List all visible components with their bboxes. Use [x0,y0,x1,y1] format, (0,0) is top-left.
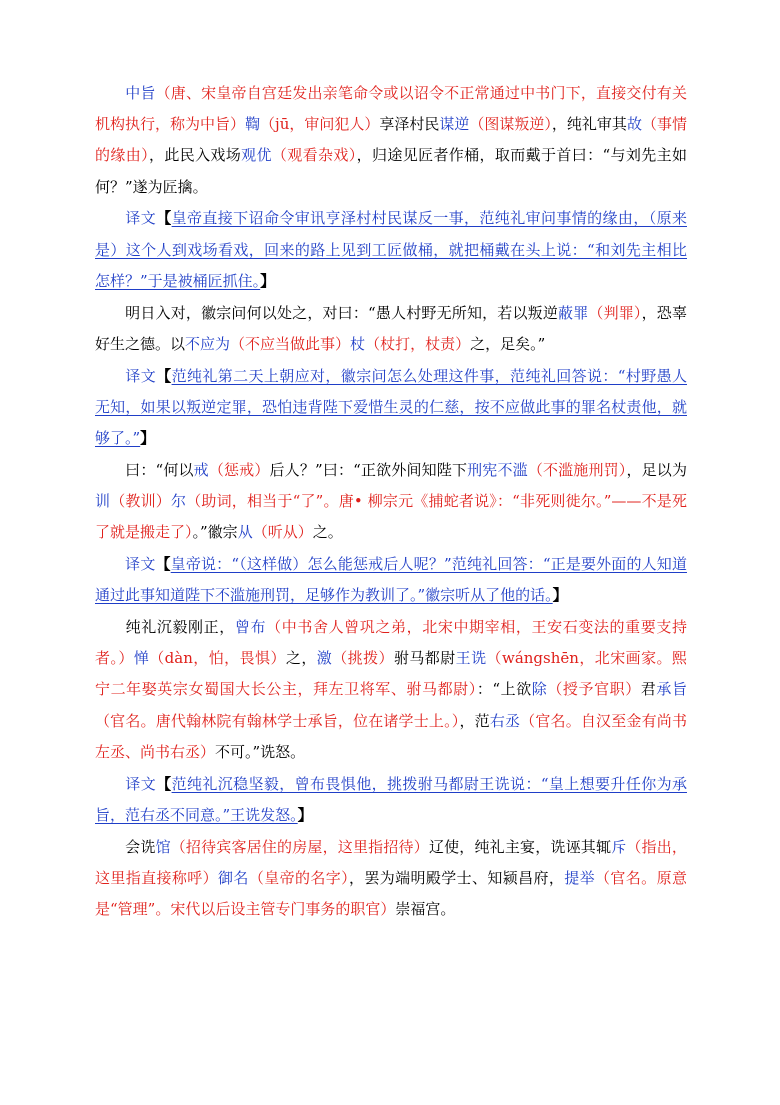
annotation: （挑拨） [332,649,394,668]
keyword: 斥 [611,837,627,856]
source-text: ，纯礼审其 [551,115,627,134]
annotation: （观看杂戏） [271,146,357,165]
paragraph-5 [95,832,687,926]
keyword: 王诜 [455,649,487,668]
paragraph-1 [95,78,687,203]
annotation: （杖打，杖责） [365,334,471,353]
source-text: 崇福宫。 [395,900,456,919]
translation-text: 皇帝直接下诏命令审讯亨泽村村民谋反一事，范纯礼审问事情的缘由，（原来是）这个人到戏场看戏，回来的路上见到工匠做桶，就把桶戴在头上说：“和刘先主相比怎样？”于是被桶匠抓住。 [95,209,687,290]
source-text: 明日入对，徽宗问何以处之，对曰：“愚人村野无所知，若以叛逆 [125,303,559,322]
keyword: 蔽罪 [558,303,589,322]
bracket-open: 【 [155,555,171,574]
keyword: 训 [95,492,111,511]
annotation: （jū，审问犯人） [260,115,380,134]
keyword: 惮 [133,649,150,668]
bracket-close: 】 [297,805,313,824]
source-text: 君 [640,680,657,699]
source-text: 后人？”曰：“正欲外间知陛下 [269,460,468,479]
source-text: ，范 [459,711,490,730]
annotation: （教训） [110,492,171,511]
keyword: 鞫 [245,115,261,134]
bracket-close: 】 [552,586,568,605]
annotation: （不应当做此事） [230,334,351,353]
translation-1 [95,203,687,297]
keyword: 刑宪不滥 [467,460,528,479]
source-text: 享泽村民 [379,115,440,134]
bracket-open: 【 [156,209,172,228]
annotation: （指出，这里指直接称呼） [95,837,687,887]
keyword: 尔 [171,492,187,511]
keyword: 观优 [241,146,272,165]
keyword: 杖 [350,334,366,353]
keyword: 从 [237,523,253,542]
translation-3 [95,549,687,611]
source-text: 辽使，纯礼主宴，诜诬其辄 [428,837,612,856]
keyword: 不应为 [185,334,231,353]
source-text: ，罢为端明殿学士、知颍昌府， [348,868,565,887]
keyword: 除 [531,680,548,699]
source-text: ，此民入戏场 [148,146,242,165]
annotation: （听从） [252,523,313,542]
annotation: （皇帝的名字） [248,868,349,887]
annotation: （官名。原意是“管理”。宋代以后设主管专门事务的职官） [95,868,687,919]
source-text: 之，足矣。” [470,334,546,353]
paragraph-2 [95,298,687,360]
document-body [95,78,687,926]
translation-label: 译文 [125,366,157,385]
paragraph-3 [95,455,687,549]
paragraph-4 [95,612,687,768]
translation-text: 皇帝说：“（这样做）怎么能惩戒后人呢？”范纯礼回答：“正是要外面的人知道通过此事知道陛下不滥施刑罚，足够作为教训了。”徽宗听从了他的话。 [95,555,687,605]
keyword: 曾布 [234,618,267,637]
keyword: 谋逆 [439,115,470,134]
source-text: ，恐辜好生之德。以 [95,303,687,353]
keyword: 故 [626,115,642,134]
annotation: （中书舍人曾巩之弟，北宋中期宰相，王安石变法的重要支持者。） [95,618,687,668]
source-text: 之。 [312,523,343,542]
source-text: 之， [285,649,317,668]
annotation: （wángshēn，北宋画家。熙宁二年娶英宗女蜀国大长公主，拜左卫将军、驸马都尉） [95,649,687,699]
bracket-close: 】 [260,271,276,290]
annotation: （不滥施刑罚） [527,460,627,479]
keyword: 激 [316,649,333,668]
annotation: （事情的缘由） [95,115,687,165]
keyword: 右丞 [489,711,521,730]
keyword: 馆 [155,837,171,856]
annotation: （官名。自汉至金有尚书左丞、尚书右丞） [95,711,687,761]
bracket-open: 【 [156,774,172,793]
translation-2 [95,361,687,455]
keyword: 戒 [193,460,209,479]
translation-4 [95,769,687,831]
bracket-close: 】 [140,429,156,448]
annotation: （授予官职） [547,680,641,699]
source-text: 会诜 [125,837,156,856]
translation-text: 范纯礼第二天上朝应对，徽宗问怎么处理这件事，范纯礼回答说：“村野愚人无知，如果以叛逆定罪，恐怕违背陛下爱惜生灵的仁慈，按不应做此事的罪名杖责他，就够了。” [95,366,687,448]
annotation: （图谋叛逆） [469,115,552,134]
bracket-open: 【 [156,366,172,385]
translation-label: 译文 [125,774,157,793]
keyword: 御名 [218,868,249,887]
source-text: 纯礼沉毅刚正， [125,618,235,637]
annotation: （招待宾客居住的房屋，这里指招待） [170,837,429,856]
annotation: （判罪） [588,303,642,322]
source-text: 。”徽宗 [192,523,238,542]
keyword: 中旨 [125,84,156,102]
annotation: （惩戒） [208,460,270,479]
keyword: 承旨 [656,680,687,699]
translation-label: 译文 [125,209,157,228]
annotation: （dàn，怕，畏惧） [149,649,286,668]
keyword: 提举 [564,868,596,887]
translation-label: 译文 [125,555,156,574]
source-text: ，归途见匠者作桶，取而戴于首曰：“与刘先主如何？”遂为匠擒。 [95,146,687,196]
annotation: （唐、宋皇帝自宫廷发出亲笔命令或以诏令不正常通过中书门下，直接交付有关机构执行，称为中旨） [95,84,687,134]
source-text: 驸马都尉 [393,649,456,668]
annotation: （官名。唐代翰林院有翰林学士承旨，位在诸学士上。） [95,711,460,730]
source-text: 不可。”诜怒。 [215,742,306,761]
source-text: ：“上欲 [476,680,532,699]
annotation: （助词，相当于“了”。唐• 柳宗元《捕蛇者说》：“非死则徙尔。”——不是死了就是搬走了） [95,492,687,542]
translation-text: 范纯礼沉稳坚毅，曾布畏惧他，挑拨驸马都尉王诜说：“皇上想要升任你为承旨，范右丞不同意。”王诜发怒。 [95,774,687,824]
source-text: ，足以为 [626,460,687,479]
source-text: 曰：“何以 [125,460,194,479]
